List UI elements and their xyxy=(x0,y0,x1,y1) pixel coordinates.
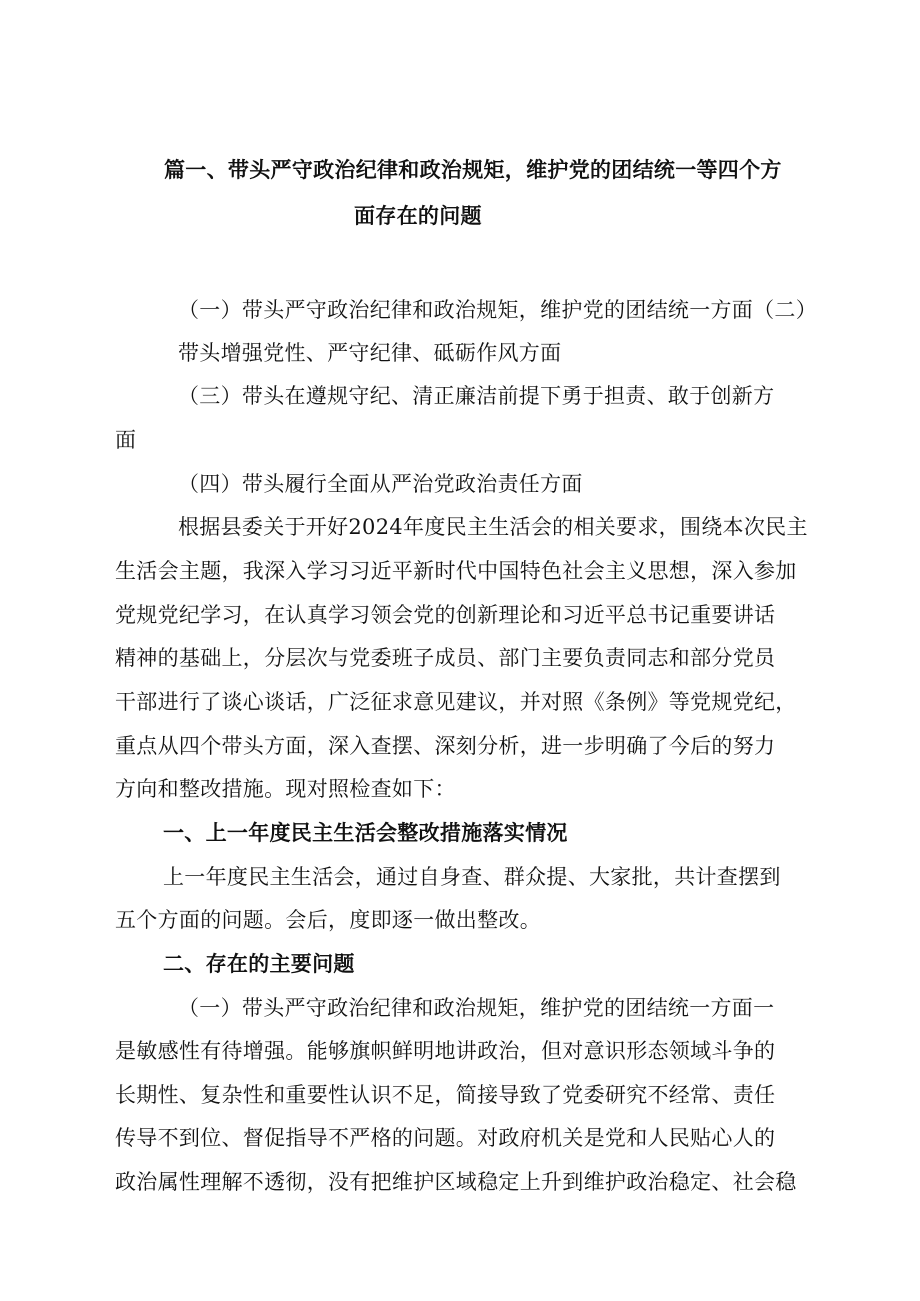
section-2-line-5: 政治属性理解不透彻，没有把维护区域稳定上升到维护政治稳定、社会稳 xyxy=(115,1170,797,1194)
intro-line-3: 党规党纪学习，在认真学习领会党的创新理论和习近平总书记重要讲话 xyxy=(115,603,776,627)
section-2-heading: 二、存在的主要问题 xyxy=(163,951,355,976)
intro-line-5: 干部进行了谈心谈话，广泛征求意见建议，并对照《条例》等党规党纪， xyxy=(115,690,797,714)
section-2-line-3: 长期性、复杂性和重要性认识不足，简接导致了党委研究不经常、责任 xyxy=(115,1083,776,1107)
section-2-line-2: 是敏感性有待增强。能够旗帜鲜明地讲政治，但对意识形态领域斗争的 xyxy=(115,1039,776,1063)
toc-line-3: （三）带头在遵规守纪、清正廉洁前提下勇于担责、敢于创新方 xyxy=(178,384,775,408)
intro-line-2: 生活会主题，我深入学习习近平新时代中国特色社会主义思想，深入参加 xyxy=(115,559,797,583)
toc-line-5: （四）带头履行全面从严治党政治责任方面 xyxy=(178,472,583,496)
section-2-line-1: （一）带头严守政治纪律和政治规矩，维护党的团结统一方面一 xyxy=(178,996,775,1020)
intro-line-6: 重点从四个带头方面，深入查摆、深刻分析，进一步明确了今后的努力 xyxy=(115,734,776,758)
toc-line-4: 面 xyxy=(115,428,137,452)
document-title-line-2: 面存在的问题 xyxy=(354,203,482,228)
intro-line-4: 精神的基础上，分层次与党委班子成员、部门主要负责同志和部分党员 xyxy=(115,646,776,670)
section-2-line-4: 传导不到位、督促指导不严格的问题。对政府机关是党和人民贴心人的 xyxy=(115,1126,776,1150)
section-1-line-1: 上一年度民主生活会，通过自身查、群众提、大家批，共计查摆到 xyxy=(163,865,781,889)
intro-line-7: 方向和整改措施。现对照检查如下： xyxy=(115,777,456,801)
document-title-line-1: 篇一、带头严守政治纪律和政治规矩，维护党的团结统一等四个方 xyxy=(164,157,782,182)
toc-line-1: （一）带头严守政治纪律和政治规矩，维护党的团结统一方面（二） xyxy=(178,298,817,322)
section-1-heading: 一、上一年度民主生活会整改措施落实情况 xyxy=(163,820,568,845)
section-1-line-2: 五个方面的问题。会后，度即逐一做出整改。 xyxy=(115,908,541,932)
intro-line-1: 根据县委关于开好2024年度民主生活会的相关要求，围绕本次民主 xyxy=(178,515,808,539)
toc-line-2: 带头增强党性、严守纪律、砥砺作风方面 xyxy=(178,341,562,365)
